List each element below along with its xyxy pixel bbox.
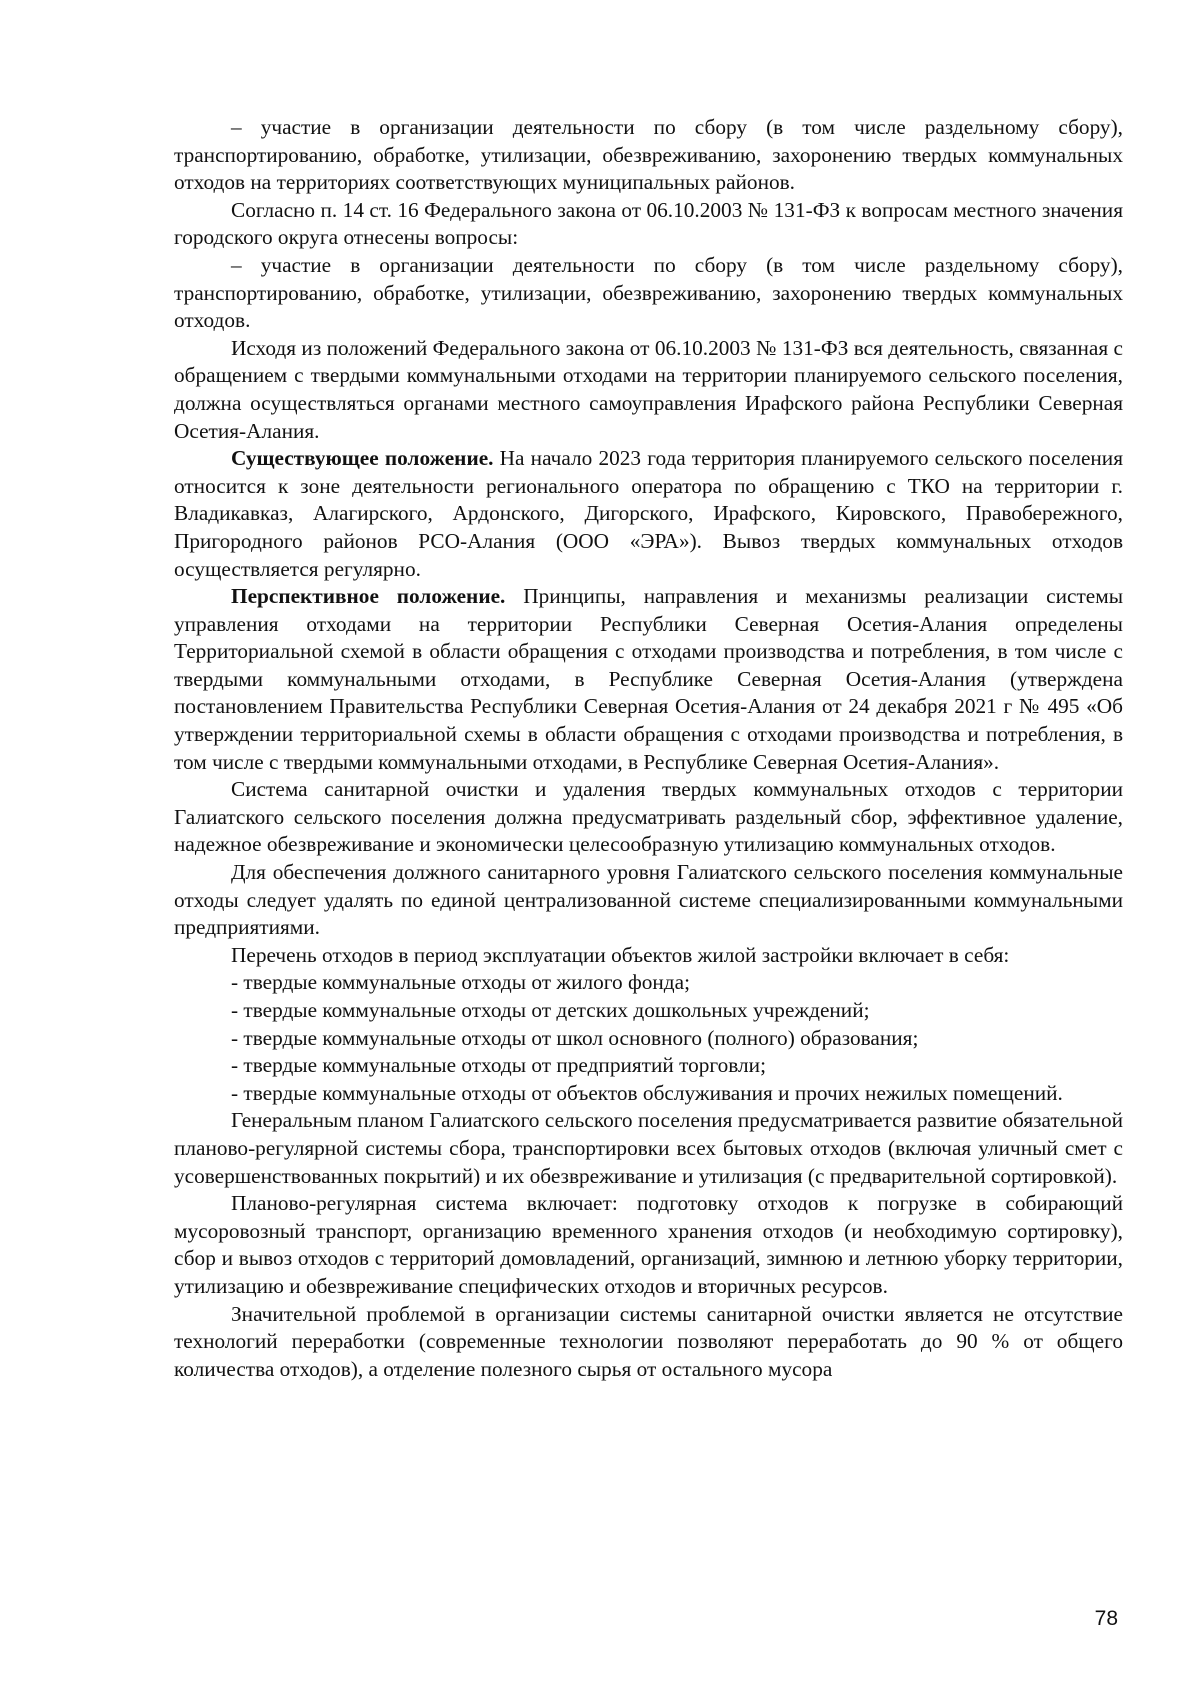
paragraph: Система санитарной очистки и удаления твердых коммунальных отходов с территории Галиатского сельского поселения должна предусматривать раздельный сбор, эффективное удаление, надежное обезвреживание и экономически целесообразную утилизацию коммунальных отходов. — [174, 777, 1123, 857]
paragraph: – участие в организации деятельности по сбору (в том числе раздельному сбору), транспортированию, обработке, утилизации, обезвреживанию, захоронению твердых коммунальных отходов на территориях соответствующих муниципальных районов. — [174, 115, 1123, 195]
body-text — [174, 114, 1123, 1383]
paragraph: Генеральным планом Галиатского сельского поселения предусматривается развитие обязательной планово-регулярной системы сбора, транспортировки всех бытовых отходов (включая уличный смет с усовершенствованных покрытий) и их обезвреживание и утилизация (с предварительной сортировкой). — [174, 1108, 1123, 1188]
list-item: - твердые коммунальные отходы от детских дошкольных учреждений; — [231, 998, 870, 1022]
paragraph: Перспективное положение. Принципы, направления и механизмы реализации системы управления отходами на территории Республики Северная Осетия-Алания определены Территориальной схемой в области обращения с отходами производства и потребления, в том числе с твердыми коммунальными отходами, в Республике Северная Осетия-Алания (утверждена постановлением Правительства Республики Северная Осетия-Алания от 24 декабря 2021 г № 495 «Об утверждении территориальной схемы в области обращения с отходами производства и потребления, в том числе с твердыми коммунальными отходами, в Республике Северная Осетия-Алания». — [174, 584, 1124, 774]
paragraph: – участие в организации деятельности по сбору (в том числе раздельному сбору), транспортированию, обработке, утилизации, обезвреживанию, захоронению твердых коммунальных отходов. — [174, 252, 1123, 333]
list-item: - твердые коммунальные отходы от объектов обслуживания и прочих нежилых помещений. — [231, 1080, 1063, 1105]
list-item: - твердые коммунальные отходы от предприятий торговли; — [231, 1053, 766, 1078]
list-item: - твердые коммунальные отходы от жилого фонда; — [231, 970, 690, 995]
paragraph: Для обеспечения должного санитарного уровня Галиатского сельского поселения коммунальные отходы следует удалять по единой централизованной системе специализированными коммунальными предприятиями. — [174, 860, 1123, 940]
paragraph: Согласно п. 14 ст. 16 Федерального закона от 06.10.2003 № 131-ФЗ к вопросам местного значения городского округа отнесены вопросы: — [174, 197, 1123, 250]
list-item: - твердые коммунальные отходы от школ основного (полного) образования; — [231, 1025, 919, 1050]
paragraph: Перечень отходов в период эксплуатации объектов жилой застройки включает в себя: — [231, 942, 1010, 967]
paragraph: Существующее положение. На начало 2023 года территория планируемого сельского поселения относится к зоне деятельности регионального оператора по обращению с ТКО на территории г. Владикавказ, Алагирского, Ардонского, Дигорского, Ирафского, Кировского, Правобережного, Пригородного районов РСО-Алания (ООО «ЭРА»). Вывоз твердых коммунальных отходов осуществляется регулярно. — [174, 446, 1123, 581]
paragraph: Планово-регулярная система включает: подготовку отходов к погрузке в собирающий мусоровозный транспорт, организацию временного хранения отходов (и необходимую сортировку), сбор и вывоз отходов с территорий домовладений, организаций, зимнюю и летнюю уборку территории, утилизацию и обезвреживание специфических отходов и вторичных ресурсов. — [174, 1191, 1123, 1298]
paragraph-lead: Перспективное положение. — [231, 584, 506, 609]
paragraph: Значительной проблемой в организации системы санитарной очистки является не отсутствие технологий переработки (современные технологии позволяют переработать до 90 % от общего количества отходов), а отделение полезного сырья от остального мусора — [174, 1301, 1123, 1381]
page-number: 78 — [1094, 1607, 1118, 1630]
paragraph: Исходя из положений Федерального закона от 06.10.2003 № 131-ФЗ вся деятельность, связанная с обращением с твердыми коммунальными отходами на территории планируемого сельского поселения, должна осуществляться органами местного самоуправления Ирафского района Республики Северная Осетия-Алания. — [174, 335, 1123, 443]
paragraph-lead: Существующее положение. — [231, 446, 494, 471]
